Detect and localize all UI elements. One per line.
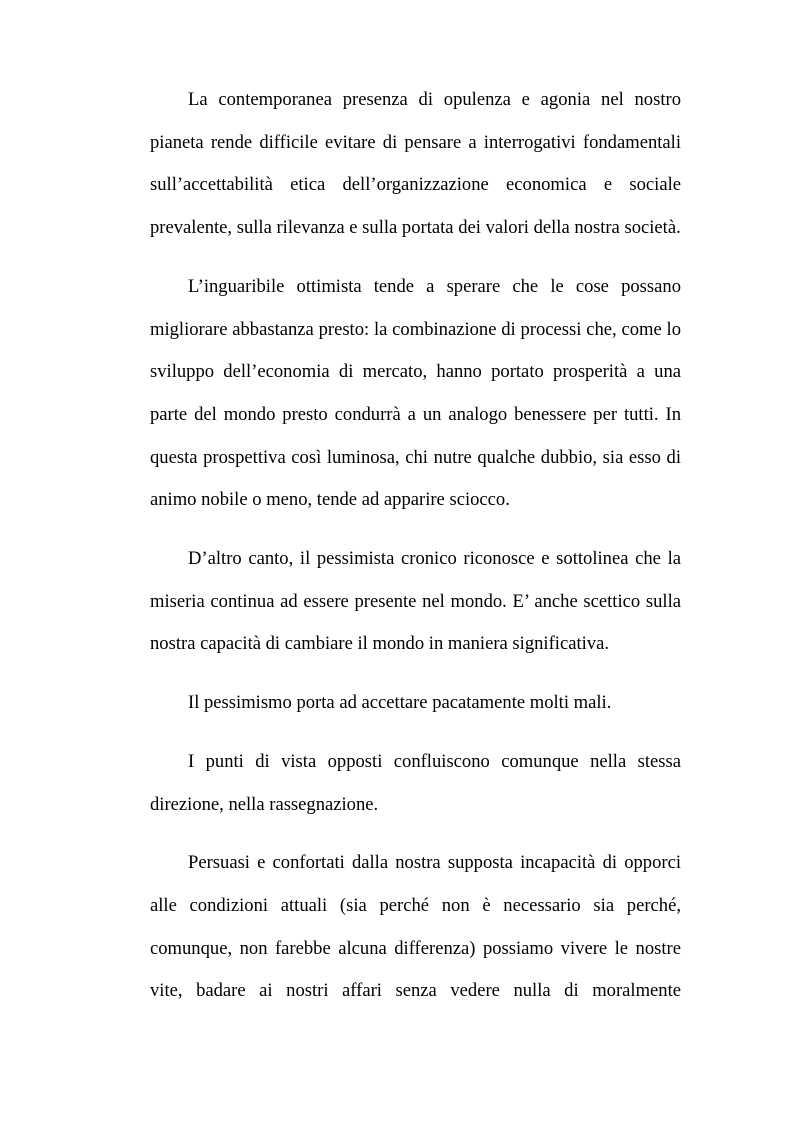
paragraph-pessimist: D’altro canto, il pessimista cronico riconosce e sottolinea che la miseria continua ad essere presente nel mondo. E’ anche scettico sulla nostra capacità di cambiare il mondo in maniera significativa.: [150, 548, 681, 655]
paragraph-opulence: La contemporanea presenza di opulenza e agonia nel nostro pianeta rende difficile evitare di pensare a interrogativi fondamentali sull’accettabilità etica dell’organizzazione economica e sociale prevalente, sulla rilevanza e sulla portata dei valori della nostra società.: [150, 89, 681, 239]
paragraph-pessimism: Il pessimismo porta ad accettare pacatamente molti mali.: [188, 692, 612, 714]
document-page: [150, 79, 681, 1029]
paragraph-viewpoints: I punti di vista opposti confluiscono comunque nella stessa direzione, nella rassegnazione.: [150, 750, 681, 815]
paragraph-persuaded: Persuasi e confortati dalla nostra supposta incapacità di opporci alle condizioni attuali (sia perché non è necessario sia perché, comunque, non farebbe alcuna differenza) possiamo vivere le nostre vite, badare ai nostri affari senza vedere nulla di moralmente: [150, 852, 681, 1002]
paragraph-optimist: L’inguaribile ottimista tende a sperare che le cose possano migliorare abbastanza presto: la combinazione di processi che, come lo sviluppo dell’economia di mercato, hanno portato prosperità a una parte del mondo presto condurrà a un analogo benessere per tutti. In questa prospettiva così luminosa, chi nutre qualche dubbio, sia esso di animo nobile o meno, tende ad apparire sciocco.: [150, 275, 681, 511]
